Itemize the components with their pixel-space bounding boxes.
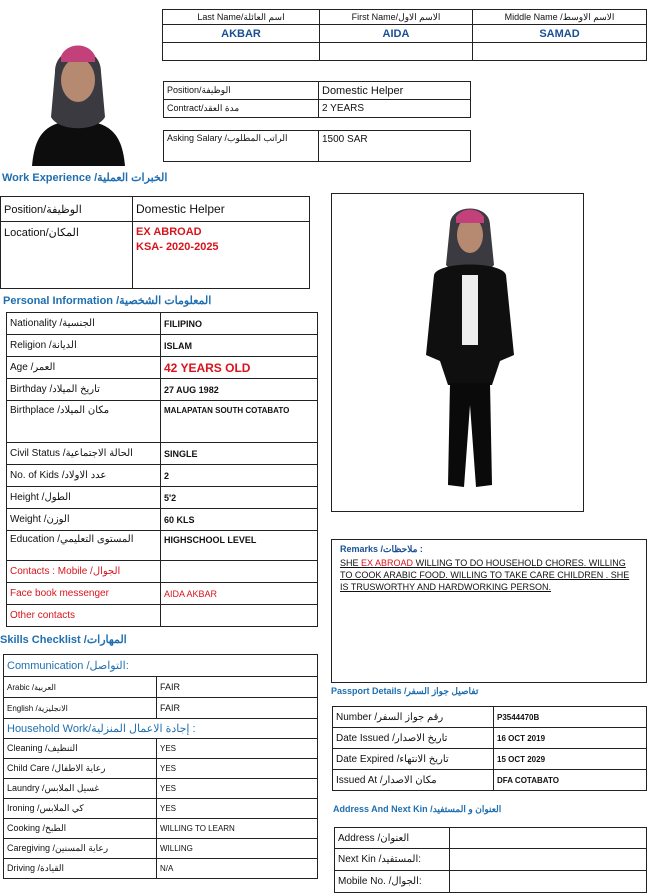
age-value: 42 YEARS OLD	[161, 357, 318, 379]
mobile-label: Contacts : Mobile /الجوال	[7, 561, 161, 583]
passport-expired-value: 15 OCT 2029	[494, 749, 647, 770]
height-label: Height /الطول	[7, 487, 161, 509]
religion-value: ISLAM	[161, 335, 318, 357]
birthplace-value: MALAPATAN SOUTH COTABATO	[161, 401, 318, 443]
passport-table	[332, 706, 647, 791]
passport-number-value: P3544470B	[494, 707, 647, 728]
skills-table	[3, 654, 318, 879]
cleaning-value: YES	[157, 739, 318, 759]
name-table	[162, 9, 647, 61]
work-experience-table	[0, 196, 310, 289]
remarks-text-block	[340, 557, 638, 593]
remarks-label: Remarks /ملاحظات :	[340, 544, 423, 554]
kids-label: No. of Kids /عدد الاولاد	[7, 465, 161, 487]
nationality-label: Nationality /الجنسية	[7, 313, 161, 335]
mobile-no-value	[450, 871, 647, 893]
work-experience-title: Work Experience /الخبرات العملية	[2, 172, 168, 184]
nationality-value: FILIPINO	[161, 313, 318, 335]
remarks-box	[331, 539, 647, 683]
work-location-line1: EX ABROAD	[136, 226, 202, 238]
skills-title: Skills Checklist /المهارات	[0, 634, 127, 646]
other-contacts-label: Other contacts	[7, 605, 161, 627]
work-position-label: Position/الوظيفة	[1, 197, 133, 222]
salary-value: 1500 SAR	[319, 131, 471, 162]
passport-number-label: Number /رقم جواز السفر	[333, 707, 494, 728]
religion-label: Religion /الديانة	[7, 335, 161, 357]
weight-value: 60 KLS	[161, 509, 318, 531]
birthday-value: 27 AUG 1982	[161, 379, 318, 401]
headshot-photo	[27, 22, 130, 166]
passport-issued-at-value: DFA COTABATO	[494, 770, 647, 791]
civil-status-label: Civil Status /الحالة الاجتماعية	[7, 443, 161, 465]
arabic-label: Arabic /العربية	[4, 677, 157, 698]
cooking-label: Cooking /الطبخ	[4, 819, 157, 839]
salary-table	[163, 130, 471, 162]
cooking-value: WILLING TO LEARN	[157, 819, 318, 839]
facebook-label: Face book messenger	[7, 583, 161, 605]
driving-value: N/A	[157, 859, 318, 879]
passport-issued-label: Date Issued /تاريخ الاصدار	[333, 728, 494, 749]
weight-label: Weight /الوزن	[7, 509, 161, 531]
english-label: English /الانجليزية	[4, 698, 157, 719]
address-label: Address /العنوان	[335, 828, 450, 849]
childcare-value: YES	[157, 759, 318, 779]
childcare-label: Child Care /رعاية الاطفال	[4, 759, 157, 779]
middle-name-value: SAMAD	[473, 25, 647, 43]
position-label: Position/الوظيفة	[164, 82, 319, 100]
cleaning-label: Cleaning /التنظيف	[4, 739, 157, 759]
passport-title: Passport Details /تفاصيل جواز السفر	[331, 686, 479, 696]
caregiving-value: WILLING	[157, 839, 318, 859]
remarks-highlight: EX ABROAD	[361, 558, 414, 568]
ironing-label: Ironing /كي الملابس	[4, 799, 157, 819]
personal-info-title: Personal Information /المعلومات الشخصية	[3, 295, 212, 307]
kids-value: 2	[161, 465, 318, 487]
english-value: FAIR	[157, 698, 318, 719]
full-body-photo	[420, 205, 520, 495]
work-location-label: Location/المكان	[1, 222, 133, 289]
contract-value: 2 YEARS	[319, 100, 471, 118]
driving-label: Driving /القيادة	[4, 859, 157, 879]
position-value: Domestic Helper	[319, 82, 471, 100]
remarks-text: WILLING TO DO HOUSEHOLD CHORES. WILLING TO COOK ARABIC FOOD. WILLING TO TAKE CARE CHILDREN . SHE IS TRUSWORTHY AND HARDWORKING PERSON.	[340, 558, 630, 592]
ironing-value: YES	[157, 799, 318, 819]
education-value: HIGHSCHOOL LEVEL	[161, 531, 318, 561]
caregiving-label: Caregiving /رعاية المسنين	[4, 839, 157, 859]
salary-label: Asking Salary /الراتب المطلوب	[164, 131, 319, 162]
education-label: Education /المستوى التعليمي	[7, 531, 161, 561]
job-table	[163, 81, 471, 118]
other-contacts-value	[161, 605, 318, 627]
arabic-value: FAIR	[157, 677, 318, 698]
facebook-value: AIDA AKBAR	[161, 583, 318, 605]
contract-label: Contract/مدة العقد	[164, 100, 319, 118]
personal-info-table	[6, 312, 318, 627]
address-title: Address And Next Kin /العنوان و المستفيد	[333, 804, 502, 814]
communication-label: Communication /التواصل:	[4, 655, 318, 677]
next-kin-label: Next Kin /المستفيد:	[335, 849, 450, 871]
birthday-label: Birthday /تاريخ الميلاد	[7, 379, 161, 401]
birthplace-label: Birthplace /مكان الميلاد	[7, 401, 161, 443]
household-label: Household Work/إجادة الاعمال المنزلية :	[4, 719, 318, 739]
mobile-value	[161, 561, 318, 583]
laundry-label: Laundry /غسيل الملابس	[4, 779, 157, 799]
remarks-prefix: SHE	[340, 558, 359, 568]
first-name-label: First Name/الاسم الاول	[320, 10, 473, 25]
civil-status-value: SINGLE	[161, 443, 318, 465]
last-name-value: AKBAR	[163, 25, 320, 43]
age-label: Age /العمر	[7, 357, 161, 379]
passport-issued-value: 16 OCT 2019	[494, 728, 647, 749]
address-table	[334, 827, 647, 893]
next-kin-value	[450, 849, 647, 871]
address-value	[450, 828, 647, 849]
last-name-label: Last Name/اسم العائلة	[163, 10, 320, 25]
height-value: 5'2	[161, 487, 318, 509]
work-position-value: Domestic Helper	[133, 197, 310, 222]
laundry-value: YES	[157, 779, 318, 799]
first-name-value: AIDA	[320, 25, 473, 43]
work-location-line2: KSA- 2020-2025	[136, 241, 219, 253]
middle-name-label: Middle Name /الاسم الاوسط	[473, 10, 647, 25]
passport-issued-at-label: Issued At /مكان الاصدار	[333, 770, 494, 791]
passport-expired-label: Date Expired /تاريخ الانتهاء	[333, 749, 494, 770]
mobile-no-label: Mobile No. /الجوال:	[335, 871, 450, 893]
